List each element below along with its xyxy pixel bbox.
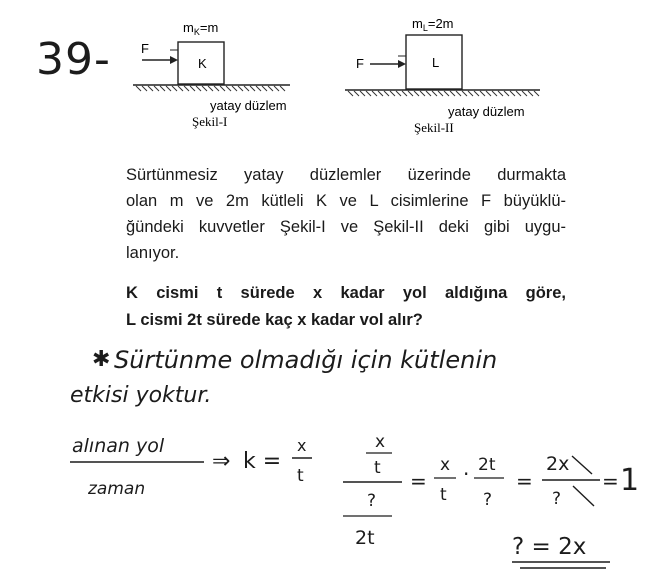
fig2-surface-label: yatay düzlem bbox=[448, 104, 525, 119]
asterisk-icon: ✱ bbox=[92, 347, 111, 372]
fig1-caption: Şekil-I bbox=[192, 114, 228, 129]
final-answer: ? = 2x bbox=[512, 534, 587, 560]
problem-line-3: ğündeki kuvvetler Şekil-I ve Şekil-II deki gibi uygu- bbox=[126, 218, 566, 236]
k-fraction-den: t bbox=[297, 466, 304, 486]
block-l-label: L bbox=[432, 55, 440, 70]
mult-dot: · bbox=[463, 462, 470, 486]
m1-den: t bbox=[440, 485, 447, 505]
cancel-mark-top bbox=[572, 456, 592, 474]
block-k-label: K bbox=[198, 56, 207, 71]
formula-denominator: zaman bbox=[88, 479, 146, 499]
cf-bottom-num: ? bbox=[367, 491, 377, 511]
question-number: 39- bbox=[36, 34, 111, 85]
fig2-caption: Şekil-II bbox=[414, 120, 454, 135]
fig1-mass-label: $m_K=m$ bbox=[183, 20, 219, 37]
m1-num: x bbox=[440, 455, 451, 475]
fig1-force-label: F bbox=[141, 41, 149, 56]
k-equals: k = bbox=[243, 449, 282, 474]
cf-bottom-den: 2t bbox=[355, 527, 375, 549]
result-one: 1 bbox=[620, 463, 640, 498]
implies-arrow-icon: ⇒ bbox=[212, 449, 231, 474]
formula-numerator: alınan yol bbox=[72, 435, 165, 457]
eq-1: = bbox=[410, 469, 427, 493]
problem-line-4: lanıyor. bbox=[126, 244, 180, 262]
r-num: 2x bbox=[546, 453, 570, 475]
cf-top-num: x bbox=[375, 432, 386, 452]
hand-note-line-1: Sürtünme olmadığı için kütlenin bbox=[114, 346, 498, 374]
hand-note-line-2: etkisi yoktur. bbox=[70, 383, 212, 408]
fig2-force-label: F bbox=[356, 56, 364, 71]
fig1-surface-label: yatay düzlem bbox=[210, 98, 287, 113]
r-den: ? bbox=[552, 489, 562, 509]
m2-den: ? bbox=[483, 490, 493, 510]
fig2-mass-label: $m_L=2m$ bbox=[412, 16, 454, 33]
m2-num: 2t bbox=[478, 455, 496, 475]
problem-line-1: Sürtünmesiz yatay düzlemler üzerinde durmakta bbox=[126, 166, 566, 184]
cf-top-den: t bbox=[374, 458, 381, 478]
eq-2: = bbox=[516, 469, 533, 493]
question-line-2: L cismi 2t sürede kaç x kadar vol alır? bbox=[126, 311, 423, 329]
problem-line-2: olan m ve 2m kütleli K ve L cisimlerine F büyüklü- bbox=[126, 192, 566, 210]
question-line-1: K cismi t sürede x kadar yol aldığına göre, bbox=[126, 284, 566, 302]
k-fraction-num: x bbox=[297, 436, 307, 455]
cancel-mark-bottom bbox=[573, 486, 594, 506]
eq-3: = bbox=[602, 469, 619, 493]
